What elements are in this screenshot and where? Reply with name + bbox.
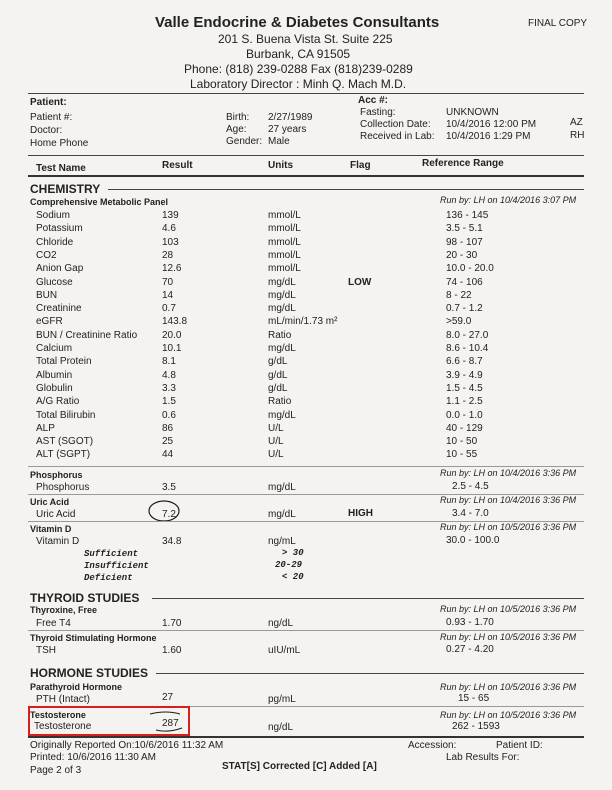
patient-num-label: Patient #: bbox=[30, 112, 73, 123]
panel-tsh-run-by: Run by: LH on 10/5/2016 3:36 PM bbox=[440, 632, 577, 642]
test-name: Chloride bbox=[36, 236, 74, 248]
divider bbox=[28, 630, 584, 631]
test-range: 8 - 22 bbox=[446, 289, 472, 301]
section-chemistry-rule bbox=[108, 189, 584, 190]
test-name: Glucose bbox=[36, 276, 73, 288]
test-name: ALP bbox=[36, 422, 55, 434]
header-divider bbox=[28, 93, 584, 94]
test-name: Anion Gap bbox=[36, 263, 84, 275]
test-result: 20.0 bbox=[162, 329, 182, 341]
test-range: 2.5 - 4.5 bbox=[452, 481, 489, 492]
test-result: 7.2 bbox=[162, 509, 176, 520]
test-result: 1.70 bbox=[162, 618, 182, 629]
test-units: g/dL bbox=[268, 369, 288, 381]
column-header-bottom-line bbox=[28, 175, 584, 177]
test-units: ng/mL bbox=[268, 536, 296, 547]
test-name: Globulin bbox=[36, 382, 73, 394]
test-result: 0.7 bbox=[162, 303, 176, 315]
vitd-level-value: 20-29 bbox=[275, 560, 303, 570]
test-result: 0.6 bbox=[162, 409, 176, 421]
test-units: g/dL bbox=[268, 382, 288, 394]
test-name: Calcium bbox=[36, 343, 73, 354]
test-range: 20 - 30 bbox=[446, 249, 478, 261]
received-code: RH bbox=[570, 130, 585, 141]
section-chemistry: CHEMISTRY bbox=[30, 182, 101, 196]
vitd-level-value: < 20 bbox=[282, 572, 304, 582]
vitd-level-label: Insufficient bbox=[84, 561, 149, 571]
panel-uric-acid: Uric Acid bbox=[30, 497, 70, 507]
patient-label: Patient: bbox=[30, 97, 67, 108]
test-result: 10.1 bbox=[162, 343, 182, 354]
test-name: Free T4 bbox=[36, 618, 71, 629]
panel-uric-acid-run-by: Run by: LH on 10/4/2016 3:36 PM bbox=[440, 495, 577, 505]
footer-printed: Printed: 10/6/2016 11:30 AM bbox=[30, 752, 157, 763]
test-name: Vitamin D bbox=[36, 536, 80, 547]
test-units: Ratio bbox=[268, 396, 292, 408]
highlight-box bbox=[28, 706, 190, 736]
final-copy-label: FINAL COPY bbox=[528, 18, 588, 29]
address-line-2: Burbank, CA 91505 bbox=[246, 47, 351, 61]
test-name: Sodium bbox=[36, 210, 70, 221]
collection-value: 10/4/2016 12:00 PM bbox=[446, 119, 537, 130]
panel-phosphorus-run-by: Run by: LH on 10/4/2016 3:36 PM bbox=[440, 468, 577, 478]
test-name: ALT (SGPT) bbox=[36, 449, 91, 461]
birth-value: 2/27/1989 bbox=[268, 112, 313, 123]
col-result: Result bbox=[162, 160, 193, 171]
footer-lab-results-for: Lab Results For: bbox=[446, 752, 520, 763]
test-range: 0.27 - 4.20 bbox=[446, 644, 494, 655]
test-result: 44 bbox=[162, 449, 174, 461]
fasting-label: Fasting: bbox=[360, 107, 396, 118]
doctor-label: Doctor: bbox=[30, 125, 63, 136]
test-result: 70 bbox=[162, 276, 174, 288]
test-units: uIU/mL bbox=[268, 645, 301, 656]
test-result: 3.5 bbox=[162, 482, 176, 493]
divider bbox=[28, 466, 584, 467]
footer-rule bbox=[28, 736, 584, 738]
section-hormone-rule bbox=[156, 673, 584, 674]
test-range: 0.7 - 1.2 bbox=[446, 303, 483, 315]
test-result: 3.3 bbox=[162, 382, 176, 394]
test-units: Ratio bbox=[268, 329, 292, 341]
panel-vitamin-d-run-by: Run by: LH on 10/5/2016 3:36 PM bbox=[440, 522, 577, 532]
test-name: BUN / Creatinine Ratio bbox=[36, 329, 138, 341]
test-range: 40 - 129 bbox=[446, 422, 483, 434]
footer-originally-reported: Originally Reported On:10/6/2016 11:32 AM bbox=[30, 740, 224, 751]
received-value: 10/4/2016 1:29 PM bbox=[446, 131, 531, 142]
test-units: U/L bbox=[268, 449, 284, 461]
footer-patient-id: Patient ID: bbox=[496, 740, 543, 751]
collection-label: Collection Date: bbox=[360, 119, 431, 130]
age-label: Age: bbox=[226, 124, 247, 135]
test-name: PTH (Intact) bbox=[36, 694, 90, 705]
test-range: 10.0 - 20.0 bbox=[446, 263, 494, 275]
test-range: 262 - 1593 bbox=[452, 721, 500, 732]
test-units: mg/dL bbox=[268, 343, 296, 354]
test-range: 0.0 - 1.0 bbox=[446, 409, 483, 421]
footer-legend: STAT[S] Corrected [C] Added [A] bbox=[222, 761, 377, 772]
test-units: U/L bbox=[268, 422, 284, 434]
test-units: mmol/L bbox=[268, 236, 301, 248]
test-range: 8.0 - 27.0 bbox=[446, 329, 489, 341]
test-result: 1.60 bbox=[162, 645, 182, 656]
test-result: 28 bbox=[162, 249, 174, 261]
panel-free-t4: Thyroxine, Free bbox=[30, 605, 98, 615]
test-name: A/G Ratio bbox=[36, 396, 80, 408]
test-range: 3.5 - 5.1 bbox=[446, 223, 483, 235]
test-result: 25 bbox=[162, 436, 174, 448]
collection-code: AZ bbox=[570, 117, 583, 128]
test-units: mmol/L bbox=[268, 263, 301, 275]
test-result: 86 bbox=[162, 422, 174, 434]
test-name: BUN bbox=[36, 289, 58, 301]
test-range: 98 - 107 bbox=[446, 236, 483, 248]
lab-director: Laboratory Director : Minh Q. Mach M.D. bbox=[190, 77, 407, 91]
vitd-level-label: Deficient bbox=[84, 573, 133, 583]
section-thyroid: THYROID STUDIES bbox=[30, 591, 140, 605]
test-units: mmol/L bbox=[268, 210, 301, 221]
test-units: mmol/L bbox=[268, 249, 301, 261]
test-range: 3.4 - 7.0 bbox=[452, 508, 489, 519]
test-units: mmol/L bbox=[268, 223, 301, 235]
gender-label: Gender: bbox=[226, 136, 263, 147]
acc-label: Acc #: bbox=[358, 95, 389, 106]
col-test-name: Test Name bbox=[36, 163, 86, 174]
test-name: AST (SGOT) bbox=[36, 436, 94, 448]
phone-fax: Phone: (818) 239-0288 Fax (818)239-0289 bbox=[184, 62, 413, 76]
test-range: 74 - 106 bbox=[446, 276, 483, 288]
test-result: 34.8 bbox=[162, 536, 182, 547]
col-units: Units bbox=[268, 160, 293, 171]
test-units: U/L bbox=[268, 436, 284, 448]
test-units: pg/mL bbox=[268, 694, 296, 705]
test-range: 0.93 - 1.70 bbox=[446, 617, 494, 628]
panel-testosterone-run-by: Run by: LH on 10/5/2016 3:36 PM bbox=[440, 710, 577, 720]
section-hormone: HORMONE STUDIES bbox=[30, 666, 149, 680]
test-units: mg/dL bbox=[268, 289, 296, 301]
test-name: TSH bbox=[36, 645, 56, 656]
address-line-1: 201 S. Buena Vista St. Suite 225 bbox=[218, 32, 393, 46]
test-units: mg/dL bbox=[268, 276, 296, 288]
panel-cmp-run-by: Run by: LH on 10/4/2016 3:07 PM bbox=[440, 195, 577, 205]
test-range: 136 - 145 bbox=[446, 210, 489, 221]
test-range: >59.0 bbox=[446, 316, 472, 328]
test-units: mg/dL bbox=[268, 509, 296, 520]
test-name: CO2 bbox=[36, 249, 57, 261]
test-name: Albumin bbox=[36, 369, 73, 381]
panel-phosphorus: Phosphorus bbox=[30, 470, 83, 480]
test-range: 1.5 - 4.5 bbox=[446, 382, 483, 394]
panel-free-t4-run-by: Run by: LH on 10/5/2016 3:36 PM bbox=[440, 604, 577, 614]
test-units: g/dL bbox=[268, 356, 288, 368]
test-units: mg/dL bbox=[268, 482, 296, 493]
test-range: 10 - 55 bbox=[446, 449, 478, 461]
test-result: 4.8 bbox=[162, 369, 176, 381]
birth-label: Birth: bbox=[226, 112, 250, 123]
test-name: Testosterone bbox=[34, 721, 92, 732]
col-reference-range: Reference Range bbox=[422, 158, 504, 169]
vitd-level-value: > 30 bbox=[282, 548, 304, 558]
test-result: 8.1 bbox=[162, 356, 176, 368]
test-name: Phosphorus bbox=[36, 482, 90, 493]
test-name: eGFR bbox=[36, 316, 63, 328]
test-result: 14 bbox=[162, 289, 174, 301]
test-name: Creatinine bbox=[36, 303, 82, 315]
test-units: mg/dL bbox=[268, 303, 296, 315]
test-units: ng/dL bbox=[268, 618, 294, 629]
panel-tsh: Thyroid Stimulating Hormone bbox=[30, 633, 157, 643]
test-result: 139 bbox=[162, 210, 179, 221]
test-range: 15 - 65 bbox=[458, 693, 490, 704]
received-label: Received in Lab: bbox=[360, 131, 435, 142]
panel-testosterone: Testosterone bbox=[30, 710, 86, 720]
test-units: ng/dL bbox=[268, 722, 294, 733]
test-result: 103 bbox=[162, 236, 179, 248]
test-range: 10 - 50 bbox=[446, 436, 478, 448]
test-flag: HIGH bbox=[348, 508, 373, 519]
test-result: 287 bbox=[162, 718, 179, 729]
test-name: Total Protein bbox=[36, 356, 92, 368]
home-phone-label: Home Phone bbox=[30, 138, 89, 149]
age-value: 27 years bbox=[268, 124, 307, 135]
test-name: Uric Acid bbox=[36, 509, 76, 520]
panel-vitamin-d: Vitamin D bbox=[30, 524, 72, 534]
lab-name: Valle Endocrine & Diabetes Consultants bbox=[155, 14, 440, 31]
panel-pth-run-by: Run by: LH on 10/5/2016 3:36 PM bbox=[440, 682, 577, 692]
footer-page-number: Page 2 of 3 bbox=[30, 765, 82, 776]
test-name: Total Bilirubin bbox=[36, 409, 96, 421]
test-result: 1.5 bbox=[162, 396, 176, 408]
column-header-top-line bbox=[28, 155, 584, 156]
test-units: mg/dL bbox=[268, 409, 296, 421]
test-result: 4.6 bbox=[162, 223, 176, 235]
panel-pth: Parathyroid Hormone bbox=[30, 682, 123, 692]
test-range: 6.6 - 8.7 bbox=[446, 356, 483, 368]
gender-value: Male bbox=[268, 136, 290, 147]
test-range: 1.1 - 2.5 bbox=[446, 396, 483, 408]
test-name: Potassium bbox=[36, 223, 83, 235]
test-result: 143.8 bbox=[162, 316, 188, 328]
test-range: 30.0 - 100.0 bbox=[446, 535, 500, 546]
test-units: mL/min/1.73 m² bbox=[268, 316, 338, 328]
vitd-level-label: Sufficient bbox=[84, 549, 139, 559]
test-range: 3.9 - 4.9 bbox=[446, 369, 483, 381]
panel-cmp: Comprehensive Metabolic Panel bbox=[30, 197, 169, 207]
test-flag: LOW bbox=[348, 276, 372, 288]
test-range: 8.6 - 10.4 bbox=[446, 343, 489, 354]
fasting-value: UNKNOWN bbox=[446, 107, 499, 118]
col-flag: Flag bbox=[350, 160, 371, 171]
test-result: 27 bbox=[162, 692, 174, 703]
footer-accession: Accession: bbox=[408, 740, 457, 751]
section-thyroid-rule bbox=[152, 598, 584, 599]
test-result: 12.6 bbox=[162, 263, 182, 275]
